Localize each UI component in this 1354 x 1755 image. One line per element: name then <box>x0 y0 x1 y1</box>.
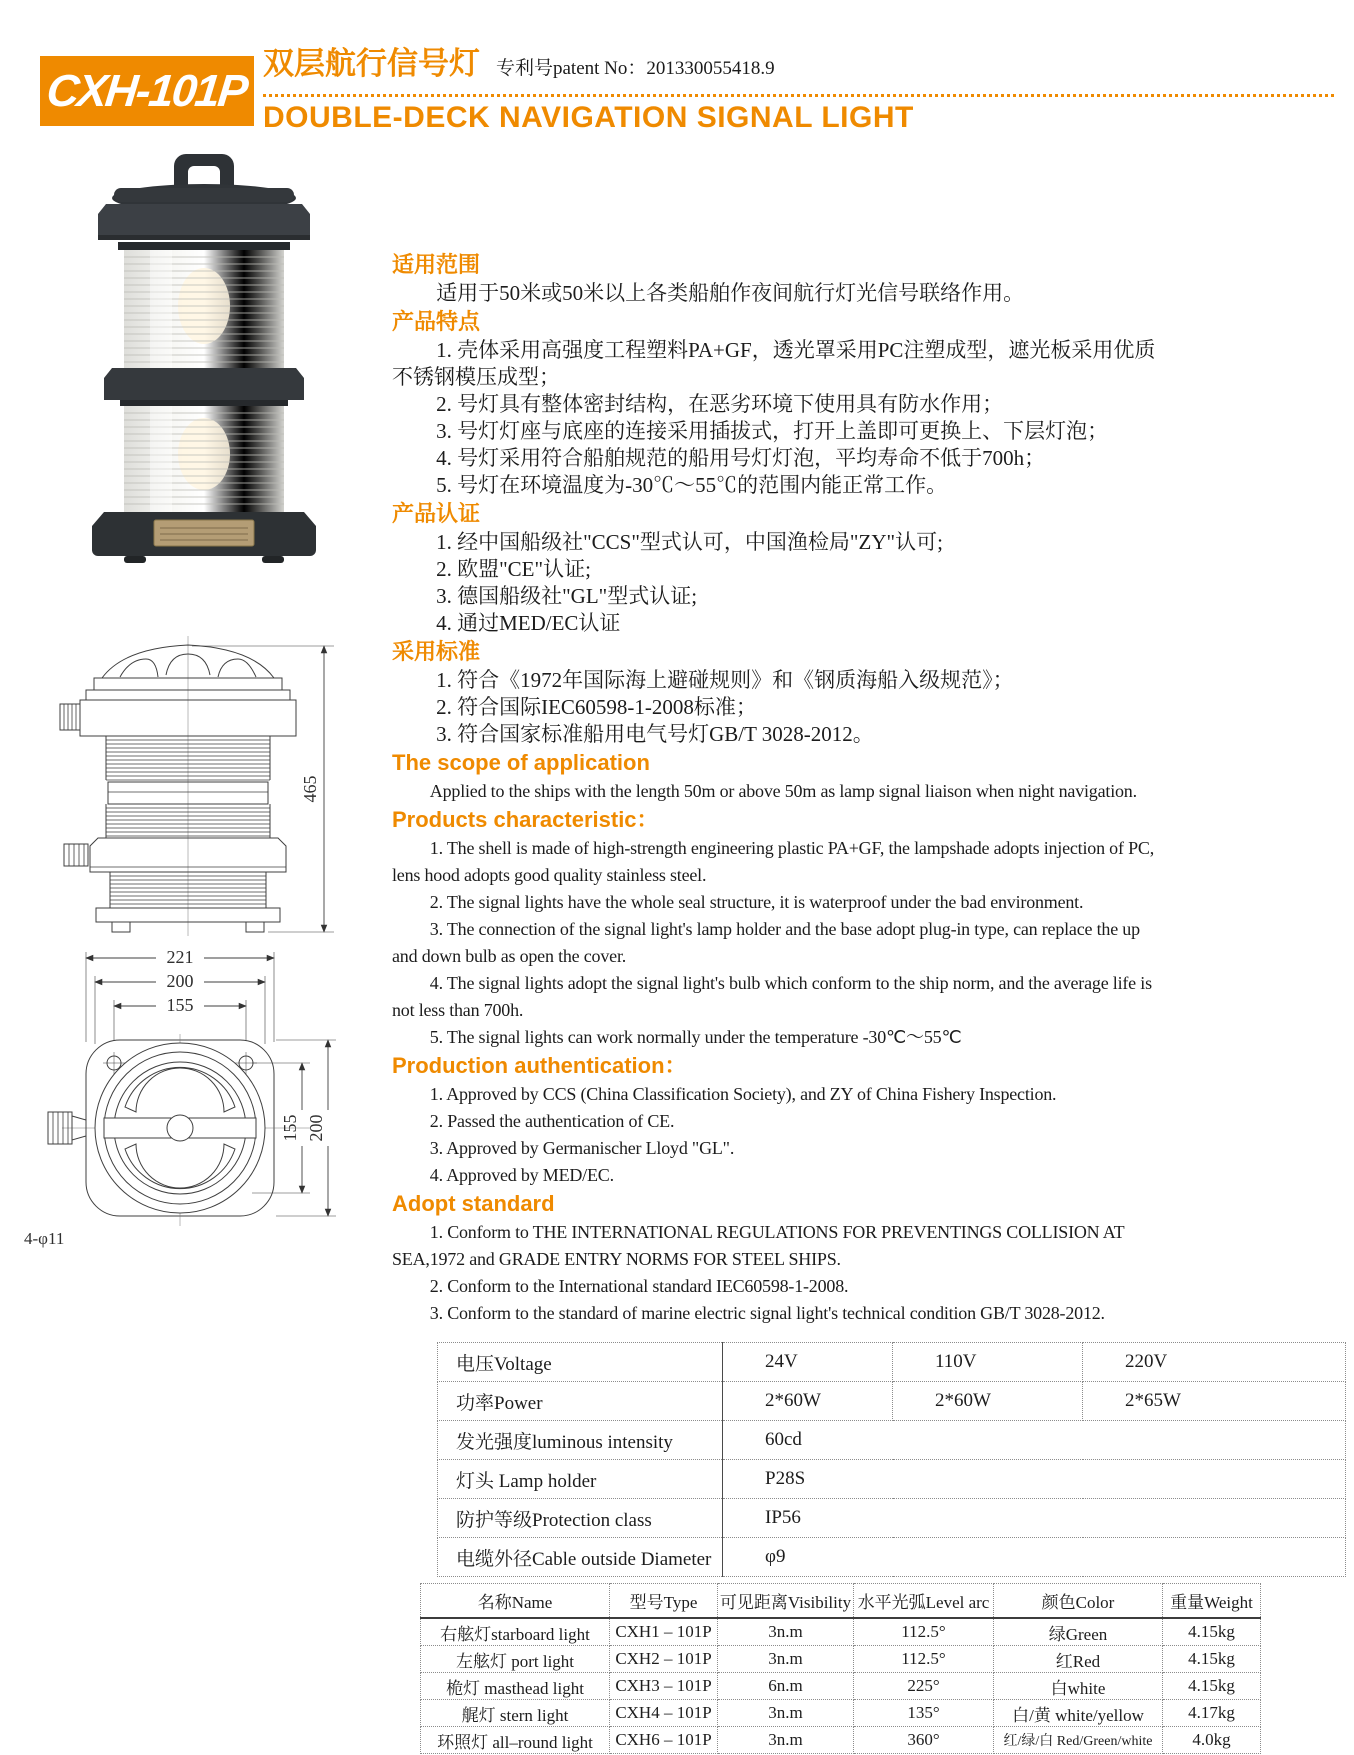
section-heading: 适用范围 <box>392 252 481 277</box>
section-heading: Products characteristic： <box>392 807 659 832</box>
para: 3. The connection of the signal light's lamp holder and the base adopt plug-in type, can replace the up and down bulb as open the cover. <box>392 919 1140 966</box>
header-divider <box>263 94 1334 97</box>
product-title-cn: 双层航行信号灯 <box>263 46 480 81</box>
para: 5. 号灯在环境温度为-30℃～55℃的范围内能正常工作。 <box>436 473 948 497</box>
section-en-authentication <box>392 1052 1158 1189</box>
cell-visibility: 3n.m <box>718 1700 854 1727</box>
para: 2. 号灯具有整体密封结构，在恶劣环境下使用具有防水作用； <box>436 392 1004 416</box>
cell-weight: 4.15kg <box>1163 1618 1261 1646</box>
section-cn-features <box>392 308 1158 499</box>
cell-levelarc: 112.5° <box>854 1618 994 1646</box>
side-view-drawing <box>36 632 352 940</box>
col-header-name: 名称Name <box>421 1584 610 1619</box>
section-heading: 采用标准 <box>392 639 481 664</box>
table-row <box>421 1673 1261 1700</box>
upper-ring <box>98 204 310 240</box>
cell-color: 绿Green <box>994 1618 1163 1646</box>
section-heading: 产品认证 <box>392 501 481 526</box>
cell-name: 环照灯 all–round light <box>421 1727 610 1754</box>
para: 2. Conform to the International standard IEC60598-1-2008. <box>429 1276 849 1296</box>
cell-type: CXH6 – 101P <box>610 1727 718 1754</box>
para: 5. The signal lights can work normally under the temperature -30℃～55℃ <box>429 1027 962 1047</box>
para: 1. 符合《1972年国际海上避碰规则》和《钢质海船入级规范》； <box>436 668 1014 692</box>
para: 适用于50米或50米以上各类船舶作夜间航行灯光信号联络作用。 <box>436 281 1025 305</box>
para: 4. 通过MED/EC认证 <box>436 611 621 635</box>
table-row <box>421 1727 1261 1754</box>
table-row <box>438 1421 1346 1460</box>
col-header-levelarc: 水平光弧Level arc <box>854 1584 994 1619</box>
cell-type: CXH3 – 101P <box>610 1673 718 1700</box>
cell-weight: 4.15kg <box>1163 1673 1261 1700</box>
para: Applied to the ships with the length 50m or above 50m as lamp signal liaison when night navigation. <box>429 781 1137 801</box>
model-logo-box <box>40 56 254 126</box>
para: 2. The signal lights have the whole seal structure, it is waterproof under the bad environment. <box>429 892 1084 912</box>
table-row <box>438 1460 1346 1499</box>
section-cn-standard <box>392 638 1158 748</box>
col-header-type: 型号Type <box>610 1584 718 1619</box>
spec-value: IP56 <box>723 1499 1346 1538</box>
para: 4. 号灯采用符合船舶规范的船用号灯灯泡，平均寿命不低于700h； <box>436 446 1046 470</box>
cell-name: 桅灯 masthead light <box>421 1673 610 1700</box>
section-en-characteristic <box>392 806 1158 1051</box>
spec-value: φ9 <box>723 1538 1346 1577</box>
cell-levelarc: 360° <box>854 1727 994 1754</box>
para: 2. 符合国际IEC60598-1-2008标准； <box>436 695 757 719</box>
para: 1. 壳体采用高强度工程塑料PA+GF，透光罩采用PC注塑成型，遮光板采用优质不锈钢模压成型； <box>392 338 1156 389</box>
para: 1. Approved by CCS (China Classification Society), and ZY of China Fishery Inspection. <box>429 1084 1057 1104</box>
header-title-row <box>263 38 1338 83</box>
spec-label: 功率Power <box>438 1382 723 1421</box>
para: 4. Approved by MED/EC. <box>429 1165 614 1185</box>
spec-value: 24V <box>723 1343 893 1382</box>
spec-value: 2*60W <box>893 1382 1083 1421</box>
model-number: CXH-101P <box>44 65 250 116</box>
para: 2. Passed the authentication of CE. <box>429 1111 675 1131</box>
para: 3. Conform to the standard of marine electric signal light's technical condition GB/T 3028-2012. <box>429 1303 1105 1323</box>
electrical-spec-table <box>437 1342 1346 1577</box>
spec-label: 防护等级Protection class <box>438 1499 723 1538</box>
cell-name: 艉灯 stern light <box>421 1700 610 1727</box>
col-header-visibility: 可见距离Visibility <box>718 1584 854 1619</box>
spec-label: 灯头 Lamp holder <box>438 1460 723 1499</box>
para: 3. 号灯灯座与底座的连接采用插拔式，打开上盖即可更换上、下层灯泡； <box>436 419 1109 443</box>
cell-weight: 4.0kg <box>1163 1727 1261 1754</box>
table-row <box>438 1499 1346 1538</box>
spec-value: 220V <box>1083 1343 1346 1382</box>
dim-155v-label: 155 <box>280 1114 300 1142</box>
table-row <box>438 1382 1346 1421</box>
section-heading: The scope of application <box>392 750 650 775</box>
para: 3. 德国船级社"GL"型式认证; <box>436 584 698 608</box>
cell-type: CXH2 – 101P <box>610 1646 718 1673</box>
spec-value: P28S <box>723 1460 1346 1499</box>
table-row <box>438 1343 1346 1382</box>
product-photo <box>58 138 350 568</box>
dim-200-label: 200 <box>166 971 194 991</box>
para: 1. Conform to THE INTERNATIONAL REGULATIONS FOR PREVENTINGS COLLISION AT SEA,1972 and GRADE ENTRY NORMS FOR STEEL SHIPS. <box>392 1222 1125 1269</box>
section-cn-scope <box>392 251 1158 307</box>
bottom-view-drawing <box>20 942 350 1272</box>
cell-levelarc: 112.5° <box>854 1646 994 1673</box>
table-header-row <box>421 1584 1261 1619</box>
model-variant-table <box>420 1583 1261 1754</box>
para: 2. 欧盟"CE"认证; <box>436 557 591 581</box>
para: 4. The signal lights adopt the signal light's bulb which conform to the ship norm, and the average life is not less than 700h. <box>392 973 1152 1020</box>
section-heading: Production authentication： <box>392 1053 687 1078</box>
patent-number: 专利号patent No：201330055418.9 <box>496 58 775 79</box>
dim-221-label: 221 <box>166 947 194 967</box>
cell-visibility: 3n.m <box>718 1646 854 1673</box>
spec-label: 发光强度luminous intensity <box>438 1421 723 1460</box>
spec-label: 电缆外径Cable outside Diameter <box>438 1538 723 1577</box>
section-heading: Adopt standard <box>392 1191 555 1216</box>
table-row <box>421 1700 1261 1727</box>
col-header-color: 颜色Color <box>994 1584 1163 1619</box>
table-row <box>421 1618 1261 1646</box>
dim-155-label: 155 <box>166 995 194 1015</box>
spec-value: 2*65W <box>1083 1382 1346 1421</box>
dim-200v-label: 200 <box>306 1114 326 1142</box>
section-en-standard <box>392 1190 1158 1327</box>
cell-levelarc: 225° <box>854 1673 994 1700</box>
table-row <box>421 1646 1261 1673</box>
cell-weight: 4.17kg <box>1163 1700 1261 1727</box>
para: 1. The shell is made of high-strength engineering plastic PA+GF, the lampshade adopts injection of PC, lens hood adopts good quality stainless steel. <box>392 838 1154 885</box>
cell-color: 白/黄 white/yellow <box>994 1700 1163 1727</box>
cell-name: 左舷灯 port light <box>421 1646 610 1673</box>
cell-color: 红Red <box>994 1646 1163 1673</box>
section-heading: 产品特点 <box>392 309 481 334</box>
cell-name: 右舷灯starboard light <box>421 1618 610 1646</box>
section-cn-certification <box>392 500 1158 637</box>
cell-color: 红/绿/白 Red/Green/white <box>994 1727 1163 1754</box>
spec-value: 2*60W <box>723 1382 893 1421</box>
cell-color: 白white <box>994 1673 1163 1700</box>
table-row <box>438 1538 1346 1577</box>
cell-type: CXH4 – 101P <box>610 1700 718 1727</box>
spec-value: 110V <box>893 1343 1083 1382</box>
cell-weight: 4.15kg <box>1163 1646 1261 1673</box>
para: 3. 符合国家标准船用电气号灯GB/T 3028-2012。 <box>436 722 874 746</box>
section-en-scope <box>392 749 1158 805</box>
para: 3. Approved by Germanischer Lloyd "GL". <box>429 1138 735 1158</box>
dim-holes-label: 4-φ11 <box>24 1229 65 1248</box>
spec-value: 60cd <box>723 1421 1346 1460</box>
product-title-en: DOUBLE-DECK NAVIGATION SIGNAL LIGHT <box>263 101 914 134</box>
cell-type: CXH1 – 101P <box>610 1618 718 1646</box>
cell-levelarc: 135° <box>854 1700 994 1727</box>
dim-height-label: 465 <box>300 775 320 803</box>
cell-visibility: 3n.m <box>718 1727 854 1754</box>
spec-label: 电压Voltage <box>438 1343 723 1382</box>
cell-visibility: 6n.m <box>718 1673 854 1700</box>
nameplate <box>154 520 254 546</box>
mid-ring <box>104 368 304 400</box>
cell-visibility: 3n.m <box>718 1618 854 1646</box>
col-header-weight: 重量Weight <box>1163 1584 1261 1619</box>
para: 1. 经中国船级社"CCS"型式认可，中国渔检局"ZY"认可; <box>436 530 943 554</box>
spec-text-column <box>392 250 1158 1327</box>
